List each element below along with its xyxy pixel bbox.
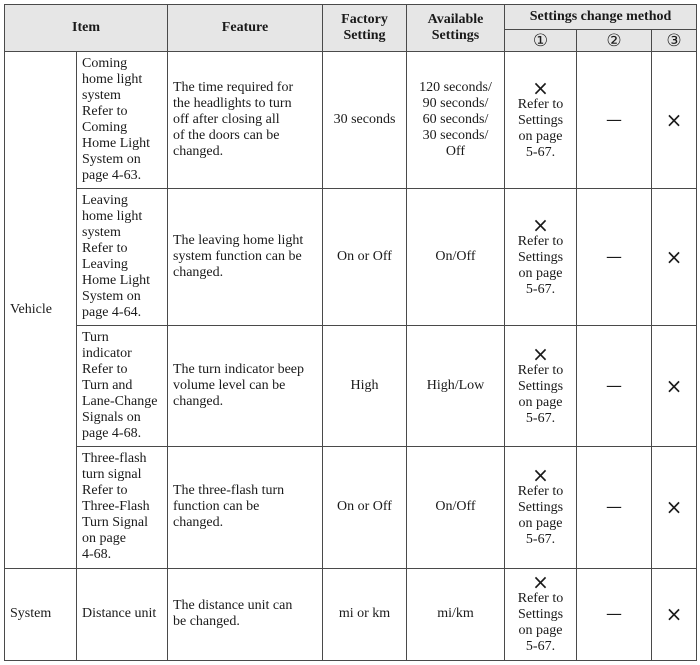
settings-table — [4, 4, 697, 661]
feature-cell: The time required for the headlights to turn off after closing all of the doors can be changed. — [168, 52, 323, 189]
header-method-2: ② — [577, 30, 652, 52]
item-cell: Leaving home light system Refer to Leaving Home Light System on page 4-64. — [77, 189, 168, 325]
cross-icon: × — [532, 570, 549, 595]
cross-icon: × — [532, 76, 549, 101]
item-cell: Coming home light system Refer to Coming Home Light System on page 4-63. — [77, 52, 168, 189]
method-3-cell: × — [652, 189, 697, 325]
method-1-reference: Refer to Settings on page 5-67. — [517, 484, 564, 548]
method-2-cell: — — [577, 189, 652, 325]
method-1-reference: Refer to Settings on page 5-67. — [517, 363, 564, 427]
available-settings-cell: On/Off — [407, 189, 505, 325]
item-cell: Distance unit — [77, 568, 168, 660]
cross-icon: × — [532, 463, 549, 488]
table-row — [5, 325, 697, 446]
header-method-1: ① — [505, 30, 577, 52]
method-1-reference: Refer to Settings on page 5-67. — [517, 234, 564, 298]
group-label: System — [5, 568, 77, 660]
feature-cell: The three-flash turn function can be changed. — [168, 447, 323, 568]
header-feature: Feature — [168, 5, 323, 52]
method-2-cell: — — [577, 325, 652, 446]
method-2-cell: — — [577, 447, 652, 568]
method-3-cell: × — [652, 447, 697, 568]
method-1-cell — [505, 447, 577, 568]
factory-setting-cell: On or Off — [323, 189, 407, 325]
feature-cell: The distance unit can be changed. — [168, 568, 323, 660]
method-1-cell — [505, 52, 577, 189]
cross-icon: × — [532, 213, 549, 238]
header-settings-change-method: Settings change method — [505, 5, 697, 30]
table-row — [5, 568, 697, 660]
available-settings-cell: High/Low — [407, 325, 505, 446]
header-factory-setting: Factory Setting — [323, 5, 407, 52]
method-3-cell: × — [652, 52, 697, 189]
method-2-cell: — — [577, 52, 652, 189]
group-label: Vehicle — [5, 52, 77, 569]
method-3-cell: × — [652, 568, 697, 660]
factory-setting-cell: 30 seconds — [323, 52, 407, 189]
method-1-reference: Refer to Settings on page 5-67. — [517, 591, 564, 655]
cross-icon: × — [532, 342, 549, 367]
method-1-reference: Refer to Settings on page 5-67. — [517, 97, 564, 161]
item-cell: Three-flash turn signal Refer to Three-Flash Turn Signal on page 4-68. — [77, 447, 168, 568]
method-1-cell — [505, 189, 577, 325]
table-row — [5, 447, 697, 568]
factory-setting-cell: mi or km — [323, 568, 407, 660]
method-3-cell: × — [652, 325, 697, 446]
method-1-cell — [505, 568, 577, 660]
header-method-3: ③ — [652, 30, 697, 52]
table-row — [5, 52, 697, 189]
header-available-settings: Available Settings — [407, 5, 505, 52]
method-1-cell — [505, 325, 577, 446]
table-row — [5, 189, 697, 325]
feature-cell: The turn indicator beep volume level can be changed. — [168, 325, 323, 446]
available-settings-cell: On/Off — [407, 447, 505, 568]
feature-cell: The leaving home light system function can be changed. — [168, 189, 323, 325]
available-settings-cell: 120 seconds/ 90 seconds/ 60 seconds/ 30 seconds/ Off — [407, 52, 505, 189]
available-settings-cell: mi/km — [407, 568, 505, 660]
item-cell: Turn indicator Refer to Turn and Lane-Change Signals on page 4-68. — [77, 325, 168, 446]
method-2-cell: — — [577, 568, 652, 660]
factory-setting-cell: High — [323, 325, 407, 446]
factory-setting-cell: On or Off — [323, 447, 407, 568]
header-item: Item — [5, 5, 168, 52]
